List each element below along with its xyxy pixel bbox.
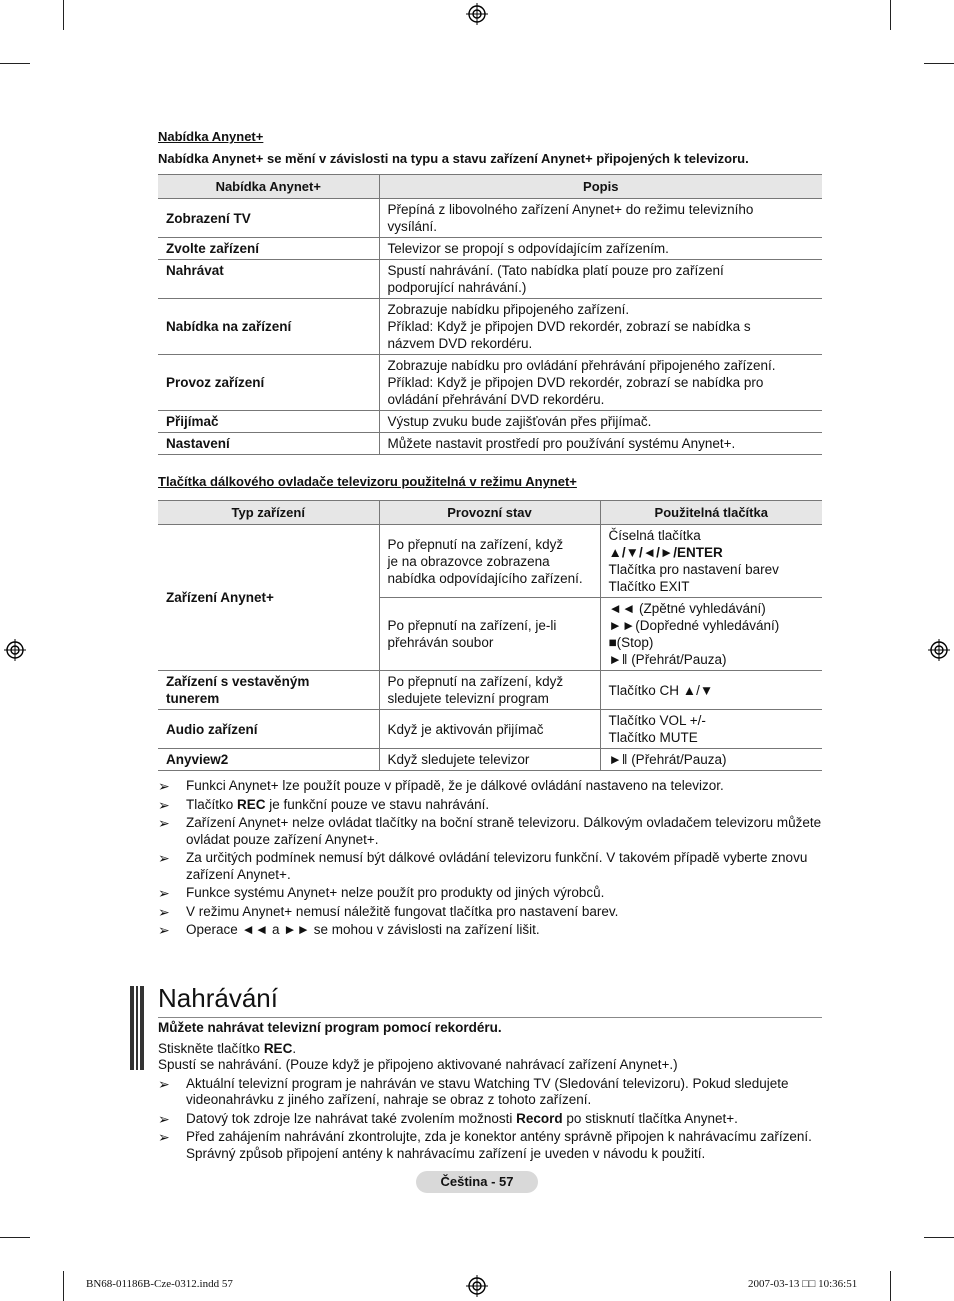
menu-item-name: Přijímač (158, 411, 379, 433)
step-text: Stiskněte tlačítko (158, 1040, 264, 1056)
menu-item-name: Nastavení (158, 433, 379, 455)
recording-lead: Můžete nahrávat televizní program pomocí rekordéru. (158, 1020, 502, 1035)
table-row (158, 710, 822, 749)
arrow-bullet-icon: ➢ (158, 922, 170, 938)
note-item (158, 904, 822, 921)
note-text: Aktuální televizní program je nahráván ve stavu Watching TV (Sledování televizoru). Pokud sledujete videonahrávku z jiného zařízení, nahraje se obraz z tohoto zařízení. (186, 1075, 789, 1107)
column-header: Typ zařízení (158, 501, 379, 525)
menu-item-name: Nabídka na zařízení (158, 299, 379, 355)
table-row (158, 260, 822, 299)
device-type: Anyview2 (158, 749, 379, 771)
note-item (158, 1129, 822, 1162)
recording-step (158, 1041, 822, 1058)
menu-item-desc: Spustí nahrávání. (Tato nabídka platí pouze pro zařízení podporující nahrávání.) (379, 260, 822, 299)
arrow-bullet-icon: ➢ (158, 1110, 170, 1127)
timestamp-slug: 2007-03-13 □□ 10:36:51 (748, 1278, 858, 1290)
note-text: je funkční pouze ve stavu nahrávání. (265, 796, 490, 812)
note-item (158, 815, 822, 848)
file-slug: BN68-01186B-Cze-0312.indd 57 (86, 1278, 233, 1290)
page-number-badge: Čeština - 57 (416, 1171, 538, 1193)
crop-mark (890, 1271, 891, 1301)
note-text: Zařízení Anynet+ nelze ovládat tlačítky na boční straně televizoru. Dálkovým ovladačem televizoru můžete ovládat pouze zařízení Anynet+. (186, 815, 822, 847)
note-item (158, 797, 822, 814)
menu-item-desc: Zobrazuje nabídku připojeného zařízení. Příklad: Když je připojen DVD rekordér, zobrazí se nabídka s názvem DVD rekordéru. (379, 299, 822, 355)
recording-step2: Spustí se nahrávání. (Pouze když je připojeno aktivované nahrávací zařízení Anynet+.) (158, 1057, 678, 1072)
notes-list (158, 778, 822, 939)
column-header: Provozní stav (379, 501, 600, 525)
arrow-bullet-icon: ➢ (158, 850, 170, 866)
menu-item-desc: Zobrazuje nabídku pro ovládání přehrávání připojeného zařízení. Příklad: Když je připojen DVD rekordér, zobrazí se nabídka pro ovládání přehrávání DVD rekordéru. (379, 355, 822, 411)
table-row (158, 433, 822, 455)
column-header: Použitelná tlačítka (600, 501, 822, 525)
table-row (158, 355, 822, 411)
section-heading (158, 982, 822, 1018)
page-title: Nahrávání (158, 983, 278, 1013)
usable-buttons-line: Tlačítka pro nastavení barev Tlačítko EXIT (608, 562, 779, 594)
anynet-menu-intro: Nabídka Anynet+ se mění v závislosti na typu a stavu zařízení Anynet+ připojených k televizoru. (158, 151, 749, 166)
menu-item-name: Zobrazení TV (158, 199, 379, 238)
operating-state: Po přepnutí na zařízení, když je na obrazovce zobrazena nabídka odpovídajícího zařízení. (379, 525, 600, 598)
crop-mark (63, 1271, 64, 1301)
main-content (158, 128, 822, 941)
note-bold: Record (516, 1110, 563, 1126)
note-item (158, 778, 822, 795)
crop-mark (0, 63, 30, 64)
menu-item-desc: Přepíná z libovolného zařízení Anynet+ do režimu televizního vysílání. (379, 199, 822, 238)
menu-item-desc: Televizor se propojí s odpovídajícím zařízením. (379, 238, 822, 260)
menu-item-name: Zvolte zařízení (158, 238, 379, 260)
note-text: Operace ◄◄ a ►► se mohou v závislosti na zařízení lišit. (186, 922, 540, 937)
note-text: po stisknutí tlačítka Anynet+. (562, 1110, 738, 1126)
note-text: Funkci Anynet+ lze použít pouze v případě, že je dálkové ovládání nastaveno na televizor. (186, 778, 724, 793)
device-type: Zařízení Anynet+ (158, 525, 379, 671)
usable-buttons (600, 525, 822, 598)
table-row (158, 411, 822, 433)
crop-mark (63, 0, 64, 30)
table-row (158, 749, 822, 771)
table-row (158, 199, 822, 238)
registration-mark-icon (4, 639, 26, 661)
usable-buttons: ►‖ (Přehrát/Pauza) (600, 749, 822, 771)
arrow-bullet-icon: ➢ (158, 796, 170, 813)
registration-mark-icon (928, 639, 950, 661)
note-text: V režimu Anynet+ nemusí náležitě fungovat tlačítka pro nastavení barev. (186, 903, 619, 919)
registration-mark-icon (466, 1275, 488, 1297)
table-row (158, 525, 822, 598)
operating-state: Když sledujete televizor (379, 749, 600, 771)
crop-mark (0, 1237, 30, 1238)
arrow-bullet-icon: ➢ (158, 1075, 170, 1092)
menu-item-desc: Výstup zvuku bude zajišťován přes přijímač. (379, 411, 822, 433)
arrow-bullet-icon: ➢ (158, 1129, 170, 1145)
note-bold: REC (237, 796, 266, 812)
device-type: Audio zařízení (158, 710, 379, 749)
crop-mark (924, 63, 954, 64)
registration-mark-icon (466, 3, 488, 25)
arrow-bullet-icon: ➢ (158, 885, 170, 901)
operating-state: Když je aktivován přijímač (379, 710, 600, 749)
note-text: Tlačítko (186, 796, 238, 812)
note-text: Za určitých podmínek nemusí být dálkové ovládání televizoru funkční. V takovém případě vyberte znovu zařízení Anynet+. (186, 850, 808, 882)
crop-mark (924, 1237, 954, 1238)
usable-buttons-line: ▲/▼/◄/►/ENTER (608, 545, 723, 560)
operating-state: Po přepnutí na zařízení, když sledujete televizní program (379, 671, 600, 710)
note-text: Před zahájením nahrávání zkontrolujte, zda je konektor antény správně připojen k nahrávacímu zařízení. Správný způsob připojení antény k nahrávacímu zařízení je uveden v návodu k použití. (186, 1129, 812, 1161)
step-bold: REC (263, 1040, 293, 1056)
arrow-bullet-icon: ➢ (158, 903, 170, 920)
menu-item-desc: Můžete nastavit prostředí pro používání systému Anynet+. (379, 433, 822, 455)
note-item (158, 885, 822, 902)
usable-buttons: Tlačítko VOL +/- Tlačítko MUTE (600, 710, 822, 749)
table-row (158, 238, 822, 260)
note-item (158, 850, 822, 883)
crop-mark (890, 0, 891, 30)
menu-item-name: Provoz zařízení (158, 355, 379, 411)
usable-buttons: Tlačítko CH ▲/▼ (600, 671, 822, 710)
recording-notes (158, 1076, 822, 1163)
arrow-bullet-icon: ➢ (158, 778, 170, 794)
usable-buttons: ◄◄ (Zpětné vyhledávání) ►►(Dopředné vyhledávání) ■(Stop) ►‖ (Přehrát/Pauza) (600, 598, 822, 671)
section-title-remote-buttons: Tlačítka dálkového ovladače televizoru použitelná v režimu Anynet+ (158, 474, 577, 489)
device-type: Zařízení s vestavěným tunerem (158, 671, 379, 710)
note-text: Datový tok zdroje lze nahrávat také zvolením možnosti (186, 1110, 517, 1126)
note-item (158, 922, 822, 939)
table-header-row (158, 501, 822, 525)
step-text: . (292, 1040, 297, 1056)
note-item (158, 1076, 822, 1109)
note-item (158, 1111, 822, 1128)
column-header: Popis (379, 175, 822, 199)
anynet-menu-table (158, 174, 822, 455)
operating-state: Po přepnutí na zařízení, je-li přehráván soubor (379, 598, 600, 671)
column-header: Nabídka Anynet+ (158, 175, 379, 199)
section-title-anynet-menu: Nabídka Anynet+ (158, 129, 264, 144)
table-row (158, 299, 822, 355)
recording-section (158, 1020, 822, 1164)
section-bar-decoration (130, 986, 144, 1070)
table-header-row (158, 175, 822, 199)
remote-buttons-table (158, 500, 822, 771)
menu-item-name: Nahrávat (158, 260, 379, 299)
usable-buttons-line: Číselná tlačítka (608, 528, 701, 543)
arrow-bullet-icon: ➢ (158, 815, 170, 831)
table-row (158, 671, 822, 710)
note-text: Funkce systému Anynet+ nelze použít pro produkty od jiných výrobců. (186, 885, 605, 900)
